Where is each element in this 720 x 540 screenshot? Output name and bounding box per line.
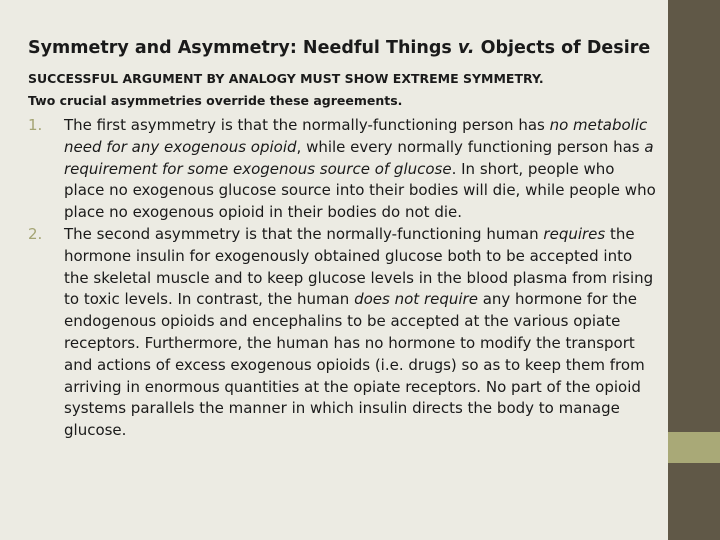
list-number-2: 2. xyxy=(28,224,43,243)
subheading: SUCCESSFUL ARGUMENT BY ANALOGY MUST SHOW EXTREME SYMMETRY. xyxy=(28,71,544,86)
asymmetry-list xyxy=(28,115,658,442)
item-1-text-2: , while every normally functioning person has xyxy=(296,137,645,156)
title-part-2: Objects of Desire xyxy=(474,38,651,58)
item-1-emphasis-2: a requirement for some exogenous source of glucose xyxy=(64,137,654,178)
item-2-text-1: The second asymmetry is that the normally-functioning human xyxy=(64,224,544,243)
list-item-2 xyxy=(28,224,658,442)
item-2-text-2: the hormone insulin for exogenously obtained glucose both to be accepted into the skeletal muscle and to keep glucose levels in the blood plasma from rising to toxic levels. In contrast, the human xyxy=(64,224,654,309)
item-2-text-3: any hormone for the endogenous opioids and encephalins to be accepted at the various opiate receptors. Furthermore, the human has no hormone to modify the transport and actions of excess exogenous opioids (i.e. drugs) so as to keep them from arriving in enormous quantities at the opiate receptors. No part of the opioid systems parallels the manner in which insulin directs the body to manage glucose. xyxy=(64,290,645,440)
list-item-1 xyxy=(28,115,658,224)
sidebar-accent-stripe xyxy=(668,432,720,463)
slide-title xyxy=(28,36,658,60)
list-number-1: 1. xyxy=(28,116,43,134)
intro-text: Two crucial asymmetries override these agreements. xyxy=(28,93,403,108)
item-1-text-1: The first asymmetry is that the normally-functioning person has xyxy=(64,116,550,134)
item-2-emphasis-2: does not require xyxy=(354,290,478,309)
title-italic: v. xyxy=(457,38,475,58)
item-2-emphasis-1: requires xyxy=(543,224,606,243)
slide-content xyxy=(28,36,658,442)
sidebar-panel-top xyxy=(668,0,720,432)
title-part-1: Symmetry and Asymmetry: Needful Things xyxy=(28,38,458,58)
item-1-text-3: . In short, people who place no exogenous glucose source into their bodies will die, while people who place no exogenous opioid in their bodies do not die. xyxy=(64,159,656,222)
item-1-emphasis-1: no metabolic need for any exogenous opioid xyxy=(64,116,648,156)
sidebar-panel-bottom xyxy=(668,463,720,540)
